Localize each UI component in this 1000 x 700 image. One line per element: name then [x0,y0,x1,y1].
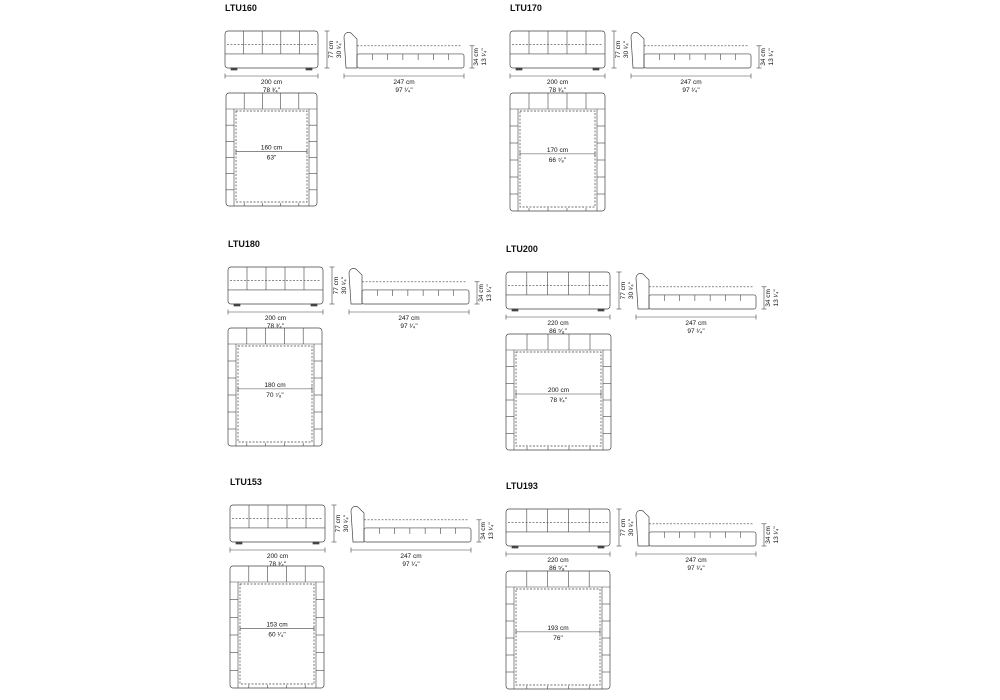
front-outline [510,31,605,68]
side-height-in: 13 ¹⁄₄" [488,522,495,540]
mattress-width-dimension [240,622,314,639]
foot [306,68,312,70]
side-length-dimension [636,552,756,573]
headboard [351,507,364,543]
height-cm: 77 cm [615,40,622,59]
side-length-cm: 247 cm [685,557,707,564]
side-frame [649,295,756,309]
side-length-cm: 247 cm [680,79,702,86]
side-length-cm: 247 cm [400,553,422,560]
foot [598,546,604,548]
side-length-dimension [636,315,756,336]
plan-view [506,334,611,450]
height-in: 30 ¹⁄₄" [623,40,630,59]
front-view [510,31,630,94]
foot [313,542,319,544]
front-height-dimension [330,267,349,304]
side-height-dimension [475,282,494,304]
side-height-dimension [762,524,781,546]
foot [231,68,237,70]
side-length-cm: 247 cm [398,315,420,322]
foot [516,68,522,70]
foot [593,68,599,70]
front-width-cm: 220 cm [547,320,569,327]
mattress-width-in: 66 ⁷⁄₈" [548,156,567,164]
mattress-width-dimension [516,387,601,404]
side-height-in: 13 ¹⁄₄" [768,48,775,66]
plan-view [506,571,610,689]
front-width-cm: 220 cm [547,557,569,564]
front-outline [230,505,325,542]
side-height-cm: 34 cm [473,48,480,66]
headboard [344,33,357,69]
side-length-in: 97 ¹⁄₄" [402,561,420,568]
side-view [631,33,775,95]
mattress-width-cm: 153 cm [266,621,288,629]
front-height-dimension [332,505,351,542]
bed-block-ltu153 [230,477,495,688]
mattress-width-dimension [516,625,600,642]
side-height-in: 13 ¹⁄₄" [773,289,780,307]
model-label: LTU153 [230,477,262,487]
bed-block-ltu200 [506,244,780,450]
mattress-width-in: 60 ¹⁄₄" [268,631,286,639]
bed-block-ltu193 [506,481,780,689]
side-view [636,511,780,573]
front-width-in: 86 ⁵⁄₈" [549,328,567,335]
height-cm: 77 cm [328,40,335,59]
mattress-width-cm: 193 cm [547,624,569,632]
front-width-cm: 200 cm [546,79,569,86]
height-cm: 77 cm [620,518,627,537]
side-length-cm: 247 cm [393,79,415,86]
foot [512,309,518,311]
front-outline [506,509,610,546]
side-height-dimension [470,46,489,68]
plan-view [226,93,317,206]
front-outline [225,31,318,68]
model-label: LTU200 [506,244,538,254]
foot [598,309,604,311]
front-width-in: 78 ³⁄₄" [268,561,287,568]
side-view [349,269,493,331]
side-height-cm: 34 cm [760,48,767,66]
side-length-in: 97 ¹⁄₄" [395,87,413,94]
front-width-cm: 200 cm [260,79,283,86]
side-length-in: 97 ¹⁄₄" [687,565,705,572]
mattress-width-cm: 160 cm [260,144,283,152]
height-in: 30 ¹⁄₄" [336,40,343,59]
height-cm: 77 cm [335,514,342,533]
height-cm: 77 cm [620,281,627,300]
height-cm: 77 cm [333,276,340,295]
model-label: LTU180 [228,239,260,249]
front-view [228,267,348,330]
side-length-dimension [344,74,464,95]
height-in: 30 ¹⁄₄" [628,281,635,300]
side-length-dimension [631,74,751,95]
side-length-in: 97 ¹⁄₄" [687,328,705,335]
bed-block-ltu180 [228,239,493,446]
headboard [636,511,649,547]
side-height-cm: 34 cm [765,526,772,544]
model-label: LTU193 [506,481,538,491]
model-label: LTU170 [510,3,542,13]
plan-view [510,93,605,211]
side-frame [649,532,756,546]
side-frame [357,54,464,68]
mattress-width-cm: 170 cm [546,146,569,154]
front-outline [228,267,323,304]
front-width-dimension [506,315,610,336]
foot [234,304,240,306]
side-length-in: 97 ¹⁄₄" [400,323,418,330]
plan-view [230,566,324,688]
bed-block-ltu160 [225,3,488,206]
front-width-in: 78 ³⁄₄" [266,323,285,330]
side-height-dimension [757,46,776,68]
plan-view [228,328,322,446]
front-view [506,272,635,335]
front-outline [506,272,610,309]
front-view [225,31,343,94]
height-in: 30 ¹⁄₄" [341,276,348,295]
headboard [631,33,644,69]
mattress-width-in: 76" [553,634,563,642]
mattress-width-cm: 180 cm [264,381,286,389]
side-height-in: 13 ¹⁄₄" [481,48,488,66]
height-in: 30 ¹⁄₄" [628,518,635,537]
side-length-in: 97 ¹⁄₄" [682,87,700,94]
headboard [636,274,649,310]
front-width-in: 78 ³⁄₄" [262,87,281,94]
front-height-dimension [325,31,344,68]
side-frame [644,54,751,68]
mattress-width-dimension [520,147,595,164]
headboard [349,269,362,305]
foot [512,546,518,548]
front-width-cm: 200 cm [264,315,287,322]
side-height-cm: 34 cm [480,522,487,540]
side-height-in: 13 ¹⁄₄" [486,284,493,302]
mattress-width-in: 70 ⁷⁄₈" [266,391,284,399]
side-view [636,274,780,336]
front-width-dimension [225,74,318,95]
mattress-width-in: 63" [266,154,277,162]
front-width-in: 86 ⁵⁄₈" [549,565,567,572]
side-height-cm: 34 cm [478,284,485,302]
side-frame [364,528,471,542]
foot [236,542,242,544]
side-length-cm: 247 cm [685,320,707,327]
side-view [351,507,495,569]
front-height-dimension [617,272,636,309]
front-width-cm: 200 cm [266,553,289,560]
side-height-in: 13 ¹⁄₄" [773,526,780,544]
side-height-dimension [477,520,496,542]
front-width-dimension [228,310,323,331]
mattress-width-dimension [236,145,307,162]
side-length-dimension [349,310,469,331]
side-length-dimension [351,548,471,569]
front-width-dimension [230,548,325,569]
front-width-in: 78 ³⁄₄" [548,87,567,94]
mattress-width-in: 78 ³⁄₄" [549,397,568,404]
bed-block-ltu170 [510,3,775,211]
side-view [344,33,488,95]
front-height-dimension [617,509,636,546]
front-width-dimension [510,74,605,95]
side-frame [362,290,469,304]
side-height-dimension [762,287,781,309]
height-in: 30 ¹⁄₄" [343,514,350,533]
front-view [230,505,350,568]
front-width-dimension [506,552,610,573]
mattress-width-dimension [238,382,312,399]
front-height-dimension [612,31,631,68]
front-view [506,509,635,572]
foot [311,304,317,306]
side-height-cm: 34 cm [765,289,772,307]
model-label: LTU160 [225,3,257,13]
mattress-width-cm: 200 cm [547,387,570,394]
